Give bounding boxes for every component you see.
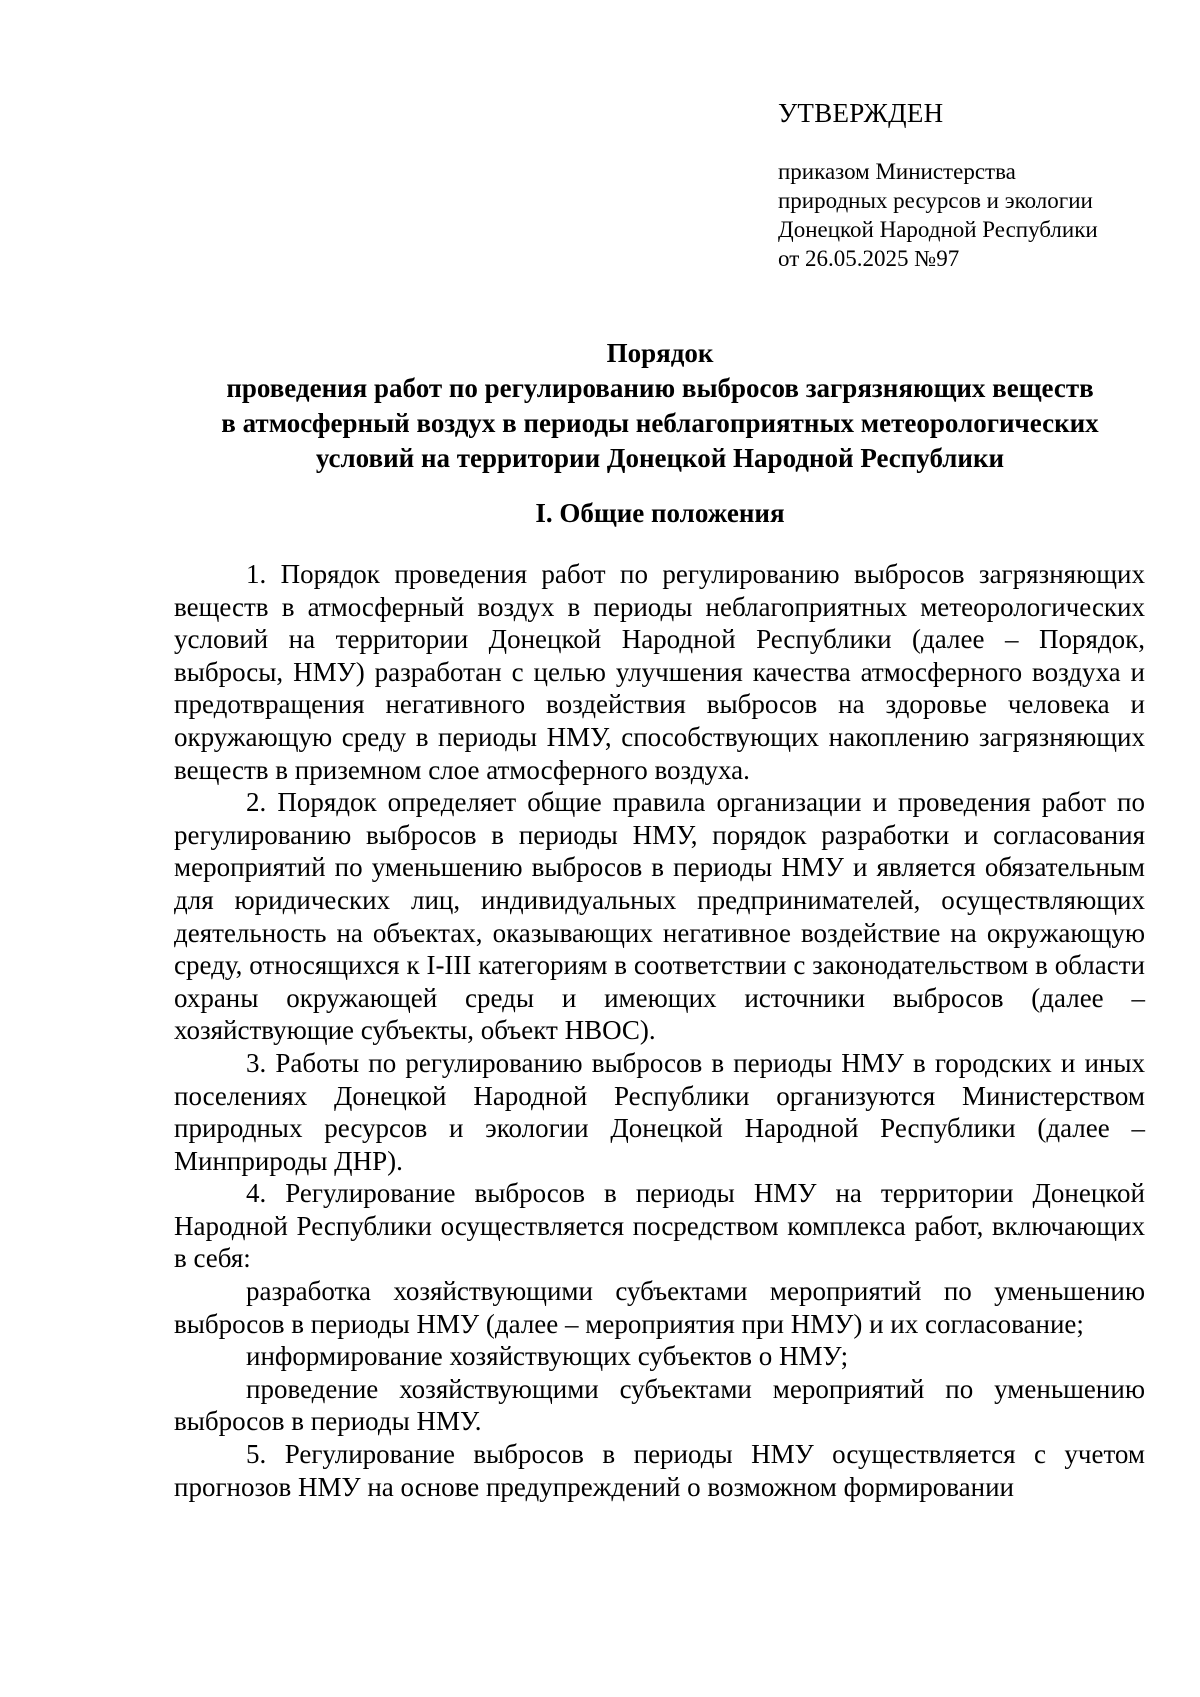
document-title-line: условий на территории Донецкой Народной Республики [315, 443, 1005, 473]
approval-line: приказом Министерства [778, 159, 1016, 184]
document-title-line: в атмосферный воздух в периоды неблагоприятных метеорологических [221, 408, 1099, 438]
section-heading: I. Общие положения [535, 498, 785, 528]
paragraph-3: 3. Работы по регулированию выбросов в периоды НМУ в городских и иных поселениях Донецкой Народной Республики организуются Министерством природных ресурсов и экологии Донецкой Народной Республики (далее – Минприроды ДНР). [174, 1047, 1145, 1176]
approval-details [778, 157, 1178, 273]
document-title [170, 336, 1150, 476]
approval-date-number: от 26.05.2025 №97 [778, 246, 960, 271]
document-title-line: проведения работ по регулированию выбросов загрязняющих веществ [226, 373, 1094, 403]
approval-stamp [778, 96, 1178, 273]
approval-line: Донецкой Народной Республики [778, 217, 1098, 242]
list-item: проведение хозяйствующими субъектами мероприятий по уменьшению выбросов в периоды НМУ. [174, 1373, 1145, 1437]
document-body [174, 558, 1145, 1503]
list-item: информирование хозяйствующих субъектов о НМУ; [246, 1341, 849, 1372]
paragraph-1: 1. Порядок проведения работ по регулированию выбросов загрязняющих веществ в атмосферный воздух в периоды неблагоприятных метеорологических условий на территории Донецкой Народной Республики (далее – Порядок, выбросы, НМУ) разработан с целью улучшения качества атмосферного воздуха и предотвращения негативного воздействия выбросов на здоровье человека и окружающую среду в периоды НМУ, способствующих накоплению загрязняющих веществ в приземном слое атмосферного воздуха. [174, 559, 1145, 785]
approval-title: УТВЕРЖДЕН [778, 98, 944, 128]
paragraph-4: 4. Регулирование выбросов в периоды НМУ на территории Донецкой Народной Республики осуществляется посредством комплекса работ, включающих в себя: [174, 1178, 1145, 1274]
document-title-line: Порядок [606, 338, 714, 368]
paragraph-5: 5. Регулирование выбросов в периоды НМУ осуществляется с учетом прогнозов НМУ на основе предупреждений о возможном формировании [174, 1439, 1145, 1502]
approval-line: природных ресурсов и экологии [778, 188, 1093, 213]
list-item: разработка хозяйствующими субъектами мероприятий по уменьшению выбросов в периоды НМУ (далее – мероприятия при НМУ) и их согласование; [174, 1276, 1145, 1339]
paragraph-2: 2. Порядок определяет общие правила организации и проведения работ по регулированию выбросов в периоды НМУ, порядок разработки и согласования мероприятий по уменьшению выбросов в периоды НМУ и является обязательным для юридических лиц, индивидуальных предпринимателей, осуществляющих деятельность на объектах, оказывающих негативное воздействие на окружающую среду, относящихся к I-III категориям в соответствии с законодательством в области охраны окружающей среды и имеющих источники выбросов (далее – хозяйствующие субъекты, объект НВОС). [174, 787, 1145, 1046]
